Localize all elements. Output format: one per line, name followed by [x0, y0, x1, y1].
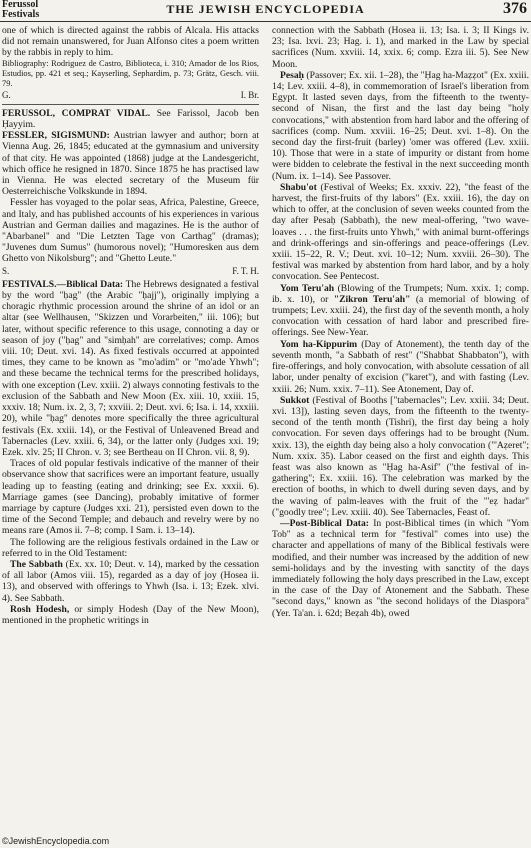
subentry-sabbath — [2, 559, 259, 604]
paragraph: connection with the Sabbath (Hosea ii. 13; Isa. i. 3; II Kings iv. 23; Isa. lxvi. 23; Hag. i. 1), and marked in the Law by special sacrifices (Num. xxviii. 14, xxix. 6; comp. Ezra iii. 5). See New Moon. — [272, 25, 529, 70]
paragraph: one of which is directed against the rabbis of Alcala. His attacks did not remain unanswered, for Juan Alfonso cites a poem written by the rabbis in reply to him. — [2, 25, 259, 59]
subentry-title-alt: "Zikron Teru'ah" — [333, 293, 411, 305]
subentry-text: (Day of Atonement), the tenth day of the seventh month, "a Sabbath of rest" ("Shabbat Shabbaton"), with fire-offerings, and holy convocation, with absolute cessation of all labor, under penalty of excision ("karet"), and with fasting (Lev. xxiii. 26; Num. xxix. 7–11). See Atonement, Day of. — [272, 338, 529, 395]
paragraph: The following are the religious festivals ordained in the Law or referred to in the Old Testament: — [2, 536, 259, 559]
paragraph: Fessler has voyaged to the polar seas, Africa, Palestine, Greece, and Italy, and has published accounts of his experiences in various Austrian and German dailies and magazines. He is the author of "Abarbanel" and "Die Letzten Tage von Carthag" (dramas); "Juvenes dum Sumus" (humorous novel); "Humoresken aus dem Ghetto von Nikolsburg"; and "Ghetto Leute." — [2, 197, 259, 265]
copyright-footer: ©JewishEncyclopedia.com — [2, 836, 110, 846]
subentry-text: (Passover; Ex. xii. 1–28), the "Ḥag ha-Maẓẓot" (Ex. xxiii. 14; Lev. xxiii. 4–8), in commemoration of Israel's liberation from Egypt. It lasted seven days, from the fifteenth to the twenty-second of Nisan, the first and the last day being "holy convocations," with abstention from hard labor and the offering of sacrifices (comp. Num. xxviii. 16–25; Deut. xvi. 1–8). On the second day the first-fruit (barley) 'omer was offered (Lev. xxiii. 10). Those that were in a state of impurity or distant from home were bidden to celebrate the festival in the next succeeding month (Num. ix. 1–14). See Passover. — [272, 69, 529, 182]
subentry-text: or simply Hodesh (Day of the New Moon), mentioned in the prophetic writings in — [2, 603, 259, 626]
section-title: —Post-Biblical Data: — [280, 517, 369, 529]
subentry-title: Sukkot — [280, 394, 310, 406]
subentry-text: (Ex. xx. 10; Deut. v. 14), marked by the cessation of all labor (Amos viii. 15), regarded as a day of joy (Hosea ii. 13), and observed with offerings to Yhwh (Isa. i. 13; Ezek. xlvi. 4). See Sabbath. — [2, 558, 259, 604]
page-number: 376 — [503, 0, 527, 17]
subentry-shabuot — [272, 182, 529, 283]
entry-text: The Hebrews designated a festival by the word "ḥag" (the Arabic "ḥajj"), originally implying a choragic rhythmic procession around the shrine of an idol or an altar (see Wellhausen, "Skizzen und Vorarbeiten," iii. 106); but later, without specific reference to this usage, connoting a day or season of joy ("ḥag" and "simḥah" are correlatives; comp. Amos viii. 10; Deut. xvi. 14). As fixed festivals occurred at appointed times, they came to be known as "mo'adim" or "mo'ade Yhwh"; and these became the technical terms for the prescribed holidays, with one exception (Lev. xxiii. 2) always connoting festivals to the exclusion of the Sabbath and New Moon (Ex. xiii. 10, xxiii. 15, xxxiv. 18; Num. ix. 2, 3, 7; xxviii. 2; Deut. xvi. 6; Isa. i. 14, xxxiii. 20), while "ḥag" denotes more specifically the three agricultural festivals (Ex. xxiii. 14), or the Festival of Unleavened Bread and Tabernacles (Lev. xxiii. 6, 34), or the latter only (Judges xxi. 19; Ezek. xlv. 25; II Chron. v. 3; see Bertheau on II Chron. vii. 8, 9). — [2, 278, 259, 458]
signature-right: I. Br. — [240, 89, 259, 100]
subentry-yom-teruah — [272, 283, 529, 339]
signature-right: F. T. H. — [232, 265, 259, 276]
section-text: In post-Biblical times (in which "Yom Tob" as a technical term for "festival" comes into use) the character and appellations of many of the Biblical festivals were modified, and their number was increased by the addition of new semi-holidays and by the investing with sanctity of the days immediately following the holy days prescribed in the Law, except in the case of the Day of Atonement and the Sabbath. These "second days," known as "the second holidays of the Diaspora" (Yer. Ta'an. i. 62d; Beẓah 4b), owed — [272, 517, 530, 619]
subentry-text: (Festival of Booths ["tabernacles"; Lev. xxiii. 34; Deut. xvi. 13]), lasting seven days, from the fifteenth to the twenty-second of the tenth month (Tishri), the first day being a holy convocation. For seven days offerings had to be brought (Num. xxix. 13), the eighth day being also a holy convocation ("'Aẓeret"; Num. xxix. 35). Labor ceased on the first and eighth days. This feast was also known as "Ḥag ha-Asif" ("the festival of in-gathering"; Ex. xxiii. 16). The celebration was marked by the erection of booths, in which to dwell during seven days, and by the waving of palm-leaves with the fruit of the "'eẓ hadar" ("goodly tree"; Lev. xxiii. 40). See Tabernacles, Feast of. — [272, 394, 529, 518]
entry-title: FESTIVALS.—Biblical Data: — [2, 278, 124, 290]
subentry-title: Yom ha-Kippurim — [280, 338, 358, 350]
entry-festivals — [2, 279, 259, 458]
subentry-sukkot — [272, 395, 529, 518]
left-column — [2, 25, 259, 626]
running-head-last: Festivals — [2, 9, 40, 20]
entry-title: FESSLER, SIGISMUND: — [2, 130, 110, 142]
divider — [2, 104, 259, 105]
bibliography: Bibliography: Rodriguez de Castro, Biblioteca, i. 310; Amador de los Rios, Estudios, pp. 421 et seq.; Kayserling, Sephardim, p. 73; Grätz, Gesch. viii. 79. — [2, 58, 259, 88]
subentry-title: Yom Teru'ah — [280, 282, 335, 294]
subentry-text: (a memorial of blowing of trumpets; Lev. xxiii. 24), the first day of the seventh month, a holy convocation with cessation of hard labor and prescribed fire-offerings. See New-Year. — [272, 293, 529, 339]
subentry-pesah — [272, 70, 529, 182]
entry-text: Austrian lawyer and author; born at Vienna Aug. 26, 1845; educated at the gymnasium and university of that city. He was appointed (1868) judge at the Landesgericht, which office he resigned in 1870. Since 1875 he has practised law in Vienna. He was elected secretary of the Museum für Oesterreichische Volkskunde in 1894. — [2, 130, 259, 198]
header-rule — [0, 21, 531, 22]
signature-left: G. — [2, 89, 11, 100]
section-post-biblical — [272, 518, 529, 619]
entry-fessler — [2, 130, 259, 197]
right-column — [272, 25, 529, 619]
encyclopedia-title: THE JEWISH ENCYCLOPEDIA — [166, 2, 365, 16]
subentry-title: Shabu'ot — [280, 181, 317, 193]
entry-text: See Farissol, Jacob ben Ḥayyim. — [2, 107, 259, 131]
signature-line — [2, 90, 259, 101]
page-header — [0, 0, 531, 18]
subentry-title: Pesaḥ — [280, 69, 304, 81]
paragraph: Traces of old popular festivals indicative of the manner of their observance show that sacrifices were an important feature, usually leading up to feasting (eating and drinking; see Ex. xxxii. 6). Marriage games (see Dancing), probably imitative of former marriage by capture (Judges xxi. 21), persisted even down to the time of the Second Temple; and debauch and revelry were by no means rare (Amos ii. 7–8; comp. I Sam. i. 13–14). — [2, 458, 259, 537]
subentry-rosh-hodesh — [2, 604, 259, 626]
signature-line — [2, 266, 259, 277]
entry-ferussol — [2, 108, 259, 130]
subentry-title: The Sabbath — [10, 558, 63, 570]
subentry-text: (Blowing of the Trumpets; Num. xxix. 1; comp. ib. x. 10), or — [272, 282, 530, 305]
running-head-first: Ferussol — [2, 0, 39, 10]
signature-left: S. — [2, 265, 10, 276]
entry-title: FERUSSOL, COMPRAT VIDAL. — [2, 107, 151, 119]
subentry-yom-kippurim — [272, 339, 529, 395]
subentry-title: Rosh Hodesh, — [10, 603, 70, 615]
subentry-text: (Festival of Weeks; Ex. xxxiv. 22), "the feast of the harvest, the first-fruits of thy labors" (Ex. xxiii. 16), the day on which to offer, at the conclusion of seven weeks counted from the day after Pesaḥ (Sabbath), the new meal-offering, "two wave-loaves . . . the first-fruits unto Yhwh," with animal burnt-offerings and drink-offerings and sin-offerings and peace-offerings (Lev. xxiii. 15–22, R. V.; Deut. xvi. 10–12; Num. xxviii. 26–30). The festival was marked by abstention from hard labor, and by a holy convocation. See Pentecost. — [272, 181, 529, 283]
